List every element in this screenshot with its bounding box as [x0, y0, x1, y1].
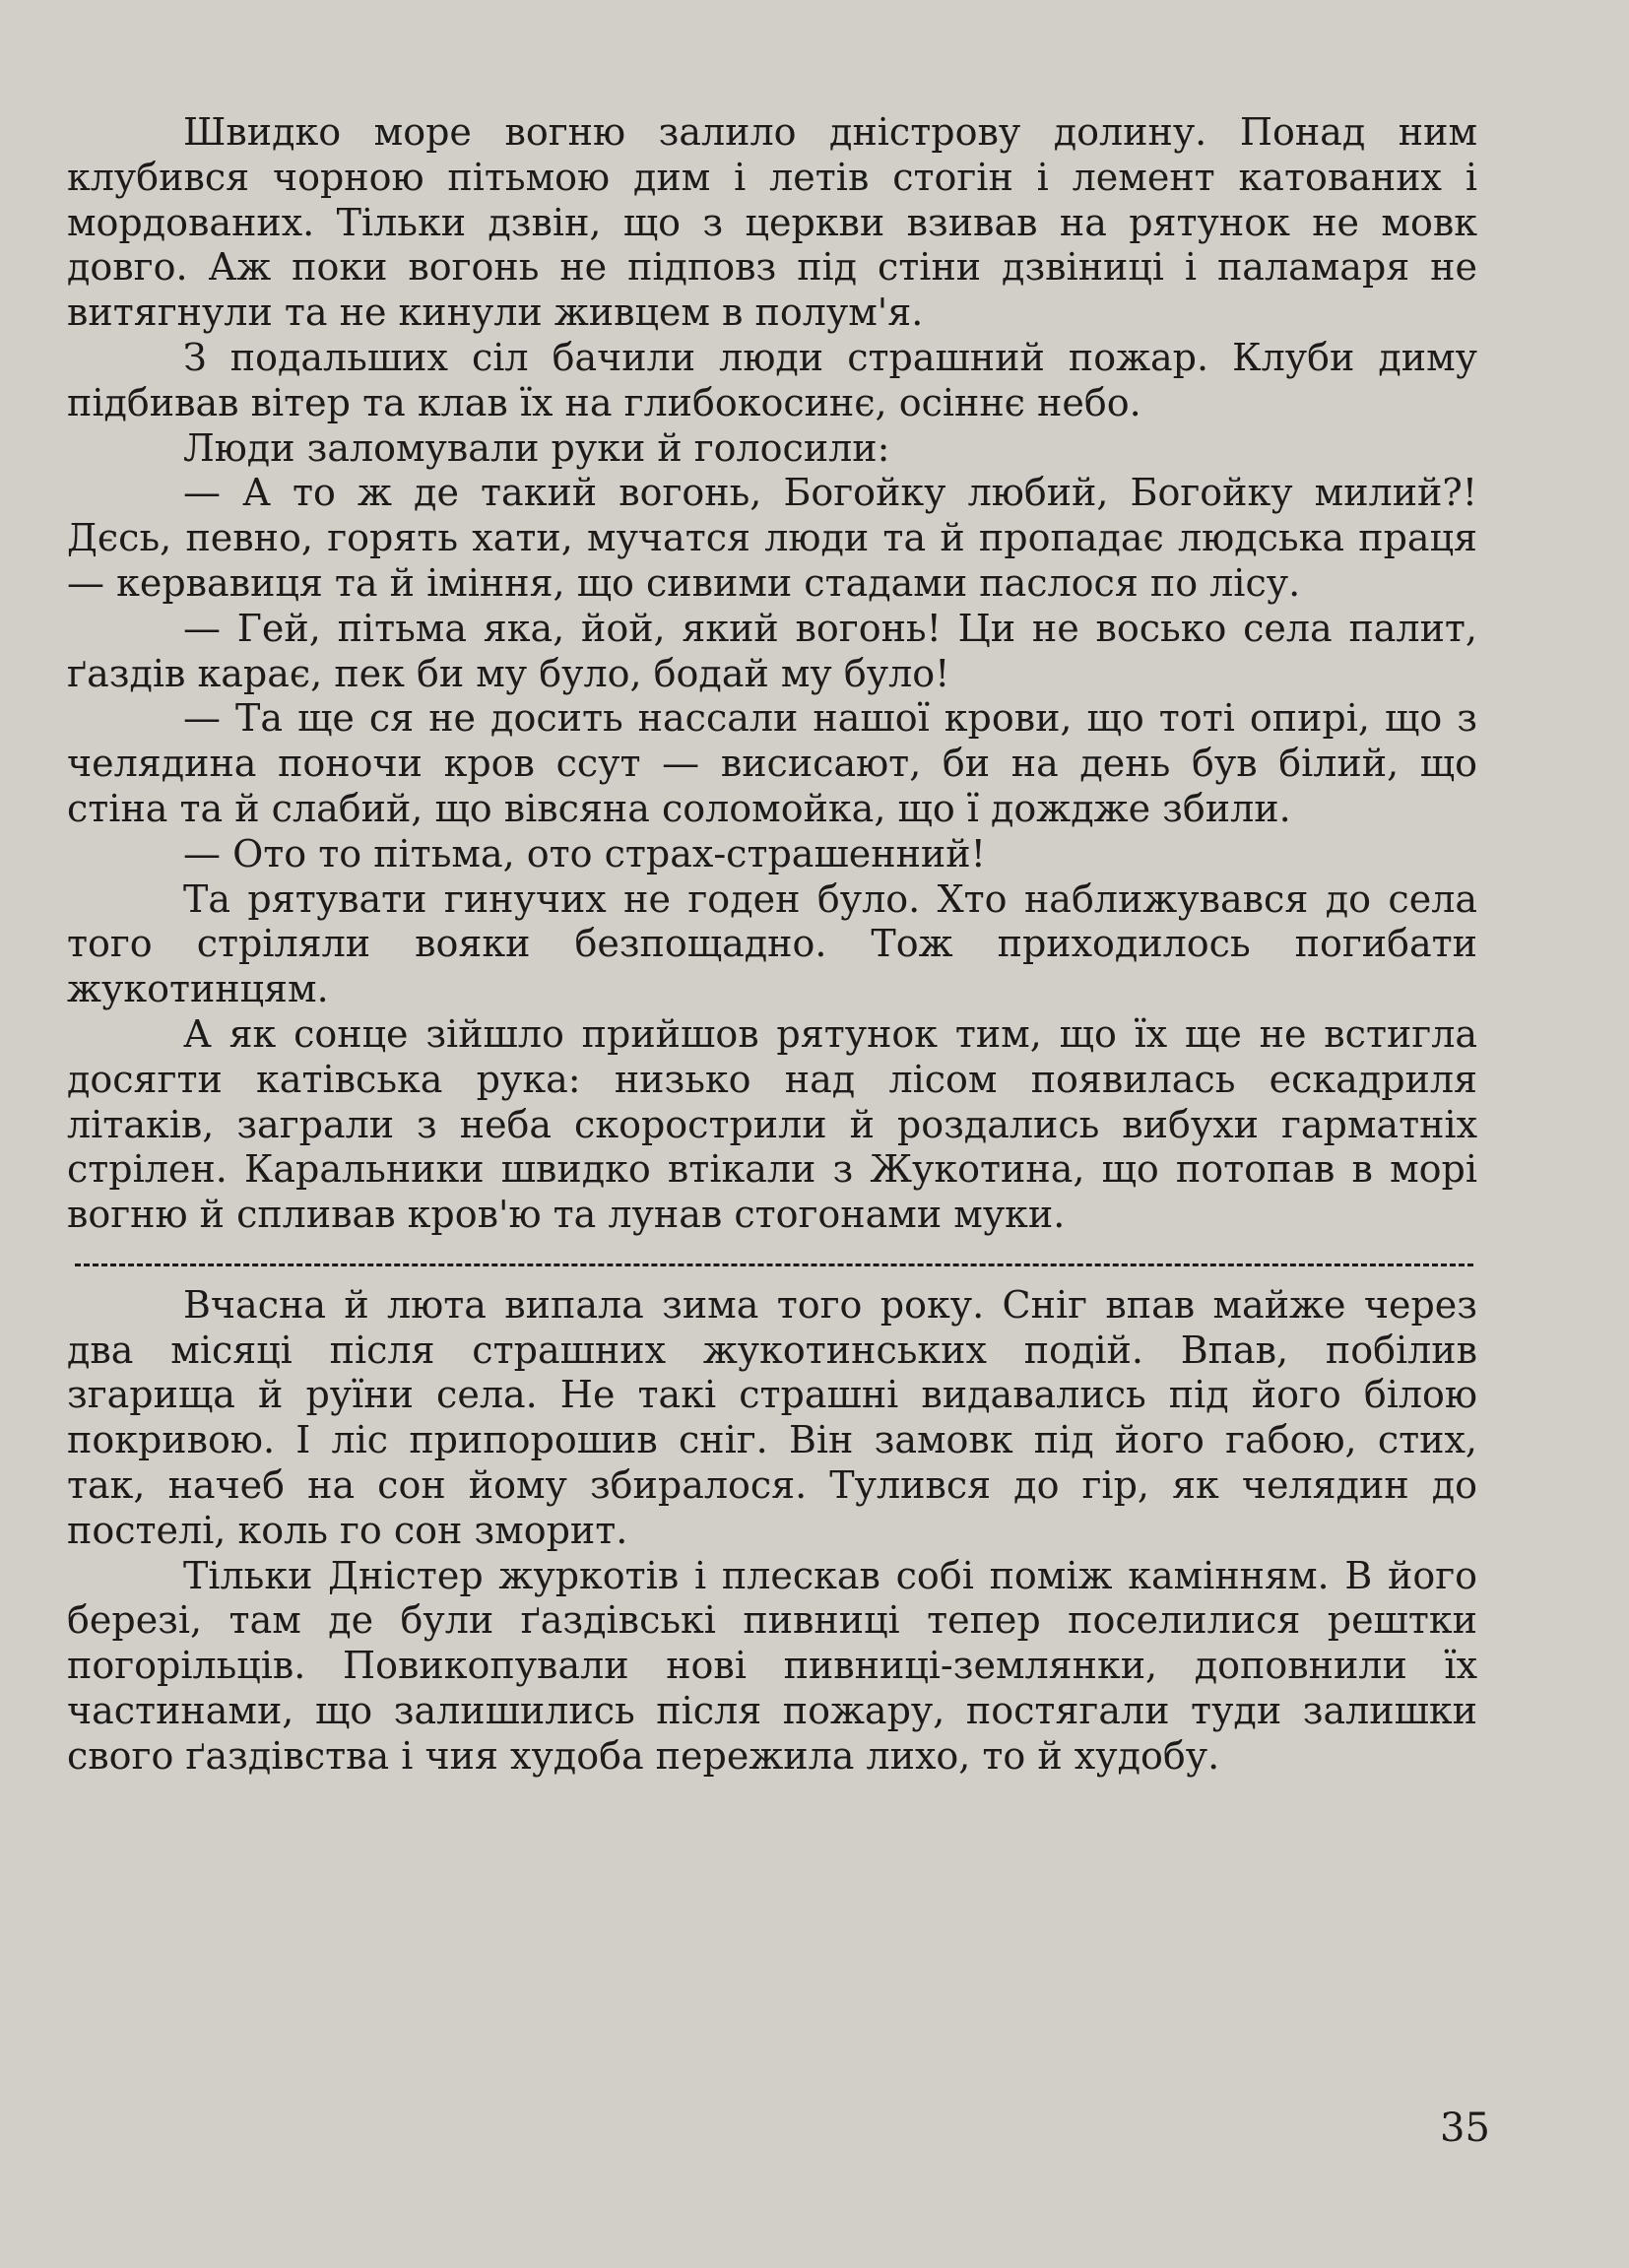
paragraph-dialogue-3: — Та ще ся не досить нассали нашої крови, що тоті опирі, що з челядина поночи кров ссут — висисают, би на день був білий, що стіна та й слабий, що вівсяна соломойка, що ї дождже збили.: [67, 696, 1477, 830]
paragraph-distant-villages: З подальших сіл бачили люди страшний пожар. Клуби диму підбивав вітер та клав їх на глибокосинє, осіннє небо.: [67, 335, 1477, 424]
paragraph-dniester: Тільки Дністер журкотів і плескав собі поміж камінням. В його березі, там де були ґаздівські пивниці тепер поселилися рештки погорільців. Повикопували нові пивниці-землянки, доповнили їх частинами, що залишились після пожару, постягали туди залишки свого ґаздівства і чия худоба пережила лихо, то й худобу.: [67, 1553, 1477, 1778]
paragraph-dialogue-1: — А то ж де такий вогонь, Богойку любий, Богойку милий?! Дєсь, певно, горять хати, мучатся люди та й пропадає людська праця — кервавиця та й іміння, що сивими стадами паслося по лісу.: [67, 471, 1477, 605]
paragraph-fire-valley: Швидко море вогню залило дністрову долину. Понад ним клубився чорною пітьмою дим і летів стогін і лемент катованих і мордованих. Тільки дзвін, що з церкви взивав на рятунок не мовк довго. Аж поки вогонь не підповз під стіни дзвіниці і паламаря не витягнули та не кинули живцем в полум'я.: [67, 110, 1477, 335]
paragraph-winter: Вчасна й люта випала зима того року. Сніг впав майже через два місяці після страшних жукотинських подій. Впав, побілив згарища й руїни села. Не такі страшні видавались під його білою покривою. І ліс припорошив сніг. Він замовк під його габою, стих, так, начеб на сон йому збиралося. Тулився до гір, як челядин до постелі, коль го сон зморит.: [67, 1282, 1477, 1552]
section-break-divider: [67, 1238, 1477, 1283]
paragraph-dialogue-4: — Ото то пітьма, ото страх-страшенний!: [183, 831, 986, 875]
paragraph-no-rescue: Та рятувати гинучих не годен було. Хто наближувався до села того стріляли вояки безпощадно. Тож приходилось погибати жукотинцям.: [67, 876, 1477, 1011]
paragraph-people-lament: Люди заломували руки й голосили:: [183, 425, 890, 470]
paragraph-sunrise-rescue: А як сонце зійшло прийшов рятунок тим, що їх ще не встигла досягти катівська рука: низько над лісом появилась ескадриля літаків, заграли з неба скорострили й роздались вибухи гарматніх стрілен. Каральники швидко втікали з Жукотина, що потопав в морі вогню й спливав кров'ю та лунав стогонами муки.: [67, 1011, 1477, 1237]
paragraph-dialogue-2: — Гей, пітьма яка, йой, який вогонь! Ци не восько села палит, ґаздів карає, пек би му було, бодай му було!: [67, 606, 1477, 695]
page-number: 35: [1440, 2106, 1490, 2151]
page-text: [67, 110, 1477, 1779]
